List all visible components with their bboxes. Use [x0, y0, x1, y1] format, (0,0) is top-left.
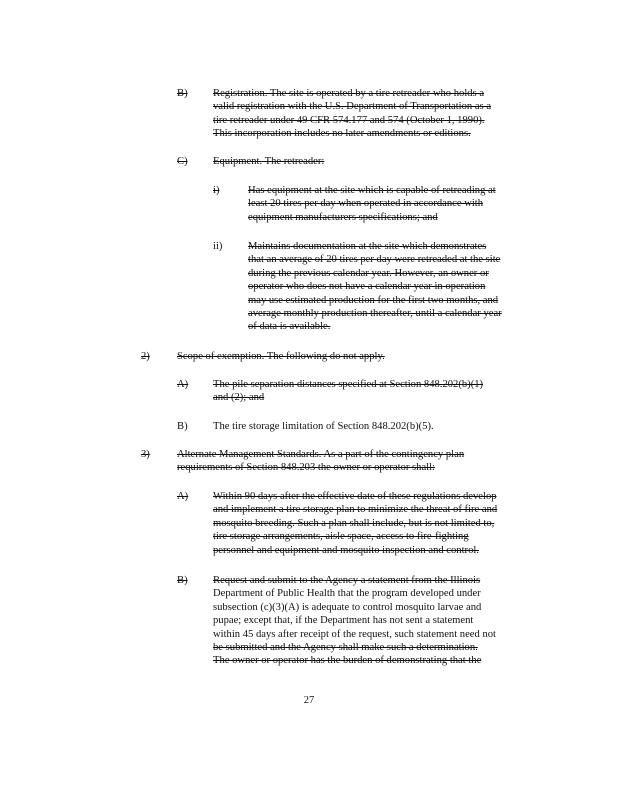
item-label: B) — [177, 575, 188, 586]
item-text — [177, 350, 385, 363]
item-text — [248, 184, 496, 224]
item-text — [213, 378, 483, 405]
item-label: 3) — [141, 449, 150, 460]
text-line: pupae; except that, if the Department has not sent a statement — [213, 615, 474, 627]
text-line: Equipment. The retreader: — [213, 156, 325, 167]
text-line: Maintains documentation at the site which demonstrates — [248, 241, 487, 252]
item-label: C) — [177, 156, 188, 167]
text-line: The pile separation distances specified at Section 848.202(b)(1) — [213, 379, 484, 390]
text-line: valid registration with the U.S. Department of Transportation as a — [213, 101, 492, 113]
text-line: and (2); and — [213, 392, 265, 404]
text-line: Request and submit to the Agency a statement from the Illinois — [213, 575, 481, 586]
text-line: during the previous calendar year. However, an owner or — [248, 267, 489, 279]
text-line: requirements of Section 848.203 the owner or operator shall: — [177, 462, 436, 474]
text-line: The owner or operator has the burden of demonstrating that the — [213, 655, 482, 667]
item-label: B) — [177, 88, 188, 99]
item-text — [177, 448, 464, 475]
text-line: that an average of 20 tires per day were retreaded at the site — [248, 254, 501, 266]
item-label: A) — [177, 379, 189, 390]
text-line: average monthly production thereafter, until a calendar year — [248, 308, 502, 320]
text-line: within 45 days after receipt of the request, such statement need not — [213, 628, 496, 640]
text-line: of data is available. — [248, 321, 331, 333]
item-label: 2) — [141, 351, 150, 362]
text-line: tire retreader under 49 CFR 574.177 and 574 (October 1, 1990). — [213, 114, 485, 126]
text-line: Department of Public Health that the program developed under — [213, 588, 481, 600]
text-line: personnel and equipment and mosquito inspection and control. — [213, 544, 479, 556]
text-line: Within 90 days after the effective date of these regulations develop — [213, 491, 497, 502]
text-line: mosquito breeding. Such a plan shall include, but is not limited to, — [213, 517, 495, 529]
text-line: Alternate Management Standards. As a part of the contingency plan — [177, 449, 465, 460]
text-line: Has equipment at the site which is capable of retreading at — [248, 185, 496, 196]
text-line: equipment manufacturers specifications; and — [248, 211, 438, 223]
item-text — [213, 87, 491, 141]
item-label: ii) — [213, 241, 223, 252]
item-text — [213, 420, 434, 433]
text-line: This incorporation includes no later amendments or editions. — [213, 128, 471, 140]
page-number: 27 — [303, 695, 315, 706]
item-text — [213, 490, 497, 557]
item-label: i) — [213, 185, 220, 196]
text-line: tire storage arrangements, aisle space, access to fire-fighting — [213, 531, 469, 543]
text-line: least 20 tires per day when operated in accordance with — [248, 198, 484, 210]
text-line: subsection (c)(3)(A) is adequate to control mosquito larvae and — [213, 601, 482, 613]
text-line: operator who does not have a calendar year in operation — [248, 281, 486, 293]
text-line: may use estimated production for the first two months, and — [248, 294, 499, 306]
item-label: A) — [177, 491, 189, 502]
text-line: The tire storage limitation of Section 848.202(b)(5). — [213, 421, 434, 432]
text-line: Scope of exemption. The following do not apply. — [177, 351, 385, 362]
item-label: B) — [177, 421, 188, 432]
text-line: and implement a tire storage plan to minimize the threat of fire and — [213, 504, 498, 516]
item-text — [248, 240, 502, 334]
item-text — [213, 574, 496, 668]
item-text — [213, 155, 324, 168]
text-line: Registration. The site is operated by a tire retreader who holds a — [213, 88, 485, 99]
text-line: be submitted and the Agency shall make such a determination. — [213, 642, 478, 654]
